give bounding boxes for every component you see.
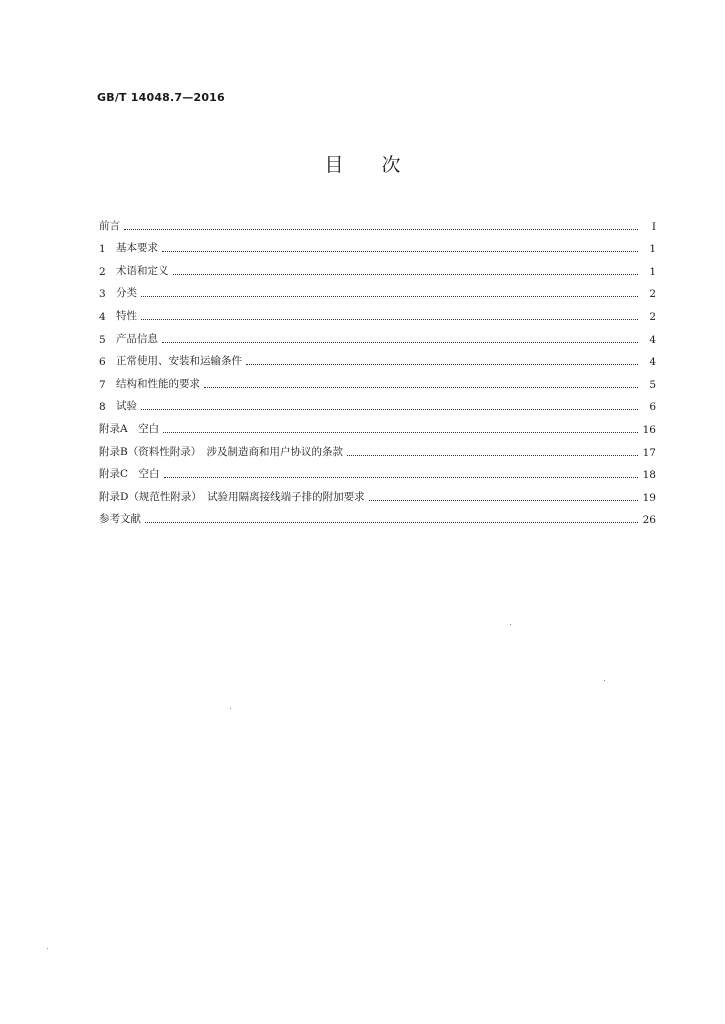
toc-entry-page: 1: [649, 243, 656, 256]
toc-entry-number: 6: [99, 356, 106, 369]
toc-dot-leader: [173, 274, 639, 275]
scan-speck: [47, 948, 48, 949]
toc-entry-page: 2: [649, 310, 656, 323]
toc-entry-number: 3: [99, 288, 106, 301]
toc-entry-3[interactable]: [99, 278, 656, 301]
toc-entry-5[interactable]: [99, 323, 656, 346]
toc-entry-number: 7: [99, 378, 106, 391]
scan-speck: [510, 624, 511, 625]
toc-entry-page: 18: [642, 469, 656, 482]
toc-entry-number: 4: [99, 310, 106, 323]
toc-dot-leader: [347, 455, 638, 456]
toc-entry-number: 8: [99, 401, 106, 414]
scan-speck: [230, 708, 231, 709]
toc-entry-label: 参考文献: [99, 513, 141, 526]
toc-entry-appendix-b[interactable]: [99, 436, 656, 459]
toc-entry-8[interactable]: [99, 391, 656, 414]
toc-entry-page: 26: [642, 514, 656, 527]
toc-entry-label: 前言: [99, 219, 120, 232]
toc-dot-leader: [204, 387, 638, 388]
toc-entry-page: 6: [649, 401, 656, 414]
toc-entry-label: 分类: [116, 287, 137, 300]
toc-entry-label: 特性: [116, 309, 137, 322]
toc-dot-leader: [163, 432, 638, 433]
toc-entry-label: 产品信息: [116, 332, 158, 345]
toc-entry-page: 17: [642, 446, 656, 459]
toc-entry-label: 试验: [116, 400, 137, 413]
page-title: 目次: [324, 154, 439, 176]
toc-dot-leader: [141, 409, 638, 410]
toc-dot-leader: [369, 500, 638, 501]
toc-entry-label: 基本要求: [116, 242, 158, 255]
toc-entry-number: 1: [99, 243, 106, 256]
toc-dot-leader: [164, 477, 638, 478]
toc-dot-leader: [246, 364, 638, 365]
toc-entry-references[interactable]: [99, 504, 656, 527]
toc-entry-page: 16: [642, 423, 656, 436]
toc-entry-page: 19: [642, 491, 656, 504]
toc-entry-page: 5: [649, 378, 656, 391]
toc-entry-1[interactable]: [99, 233, 656, 256]
toc-entry-label: 附录A 空白: [99, 422, 160, 435]
toc-dot-leader: [141, 296, 638, 297]
toc-entry-number: 5: [99, 333, 106, 346]
toc-dot-leader: [141, 319, 638, 320]
toc-entry-page: 2: [649, 288, 656, 301]
toc-entry-page: 4: [649, 356, 656, 369]
toc-entry-label: 附录B（资料性附录） 涉及制造商和用户协议的条款: [99, 445, 343, 458]
table-of-contents: [99, 210, 656, 526]
toc-entry-page: 4: [649, 333, 656, 346]
toc-entry-4[interactable]: [99, 300, 656, 323]
toc-entry-7[interactable]: [99, 368, 656, 391]
toc-entry-6[interactable]: [99, 346, 656, 369]
toc-dot-leader: [145, 522, 638, 523]
toc-dot-leader: [124, 229, 638, 230]
scan-speck: [604, 680, 605, 681]
toc-entry-appendix-a[interactable]: [99, 413, 656, 436]
toc-entry-label: 附录C 空白: [99, 468, 160, 481]
toc-entry-label: 术语和定义: [116, 264, 169, 277]
toc-entry-appendix-c[interactable]: [99, 459, 656, 482]
toc-entry-page: 1: [649, 265, 656, 278]
standard-code: GB/T 14048.7—2016: [97, 91, 225, 104]
toc-entry-foreword[interactable]: [99, 210, 656, 233]
toc-entry-appendix-d[interactable]: [99, 481, 656, 504]
toc-entry-page: Ⅰ: [651, 220, 656, 233]
toc-entry-number: 2: [99, 265, 106, 278]
toc-entry-label: 正常使用、安装和运输条件: [116, 355, 242, 368]
toc-entry-label: 结构和性能的要求: [116, 377, 200, 390]
toc-dot-leader: [162, 342, 638, 343]
toc-entry-label: 附录D（规范性附录） 试验用隔离接线端子排的附加要求: [99, 490, 365, 503]
toc-dot-leader: [162, 251, 638, 252]
toc-entry-2[interactable]: [99, 255, 656, 278]
